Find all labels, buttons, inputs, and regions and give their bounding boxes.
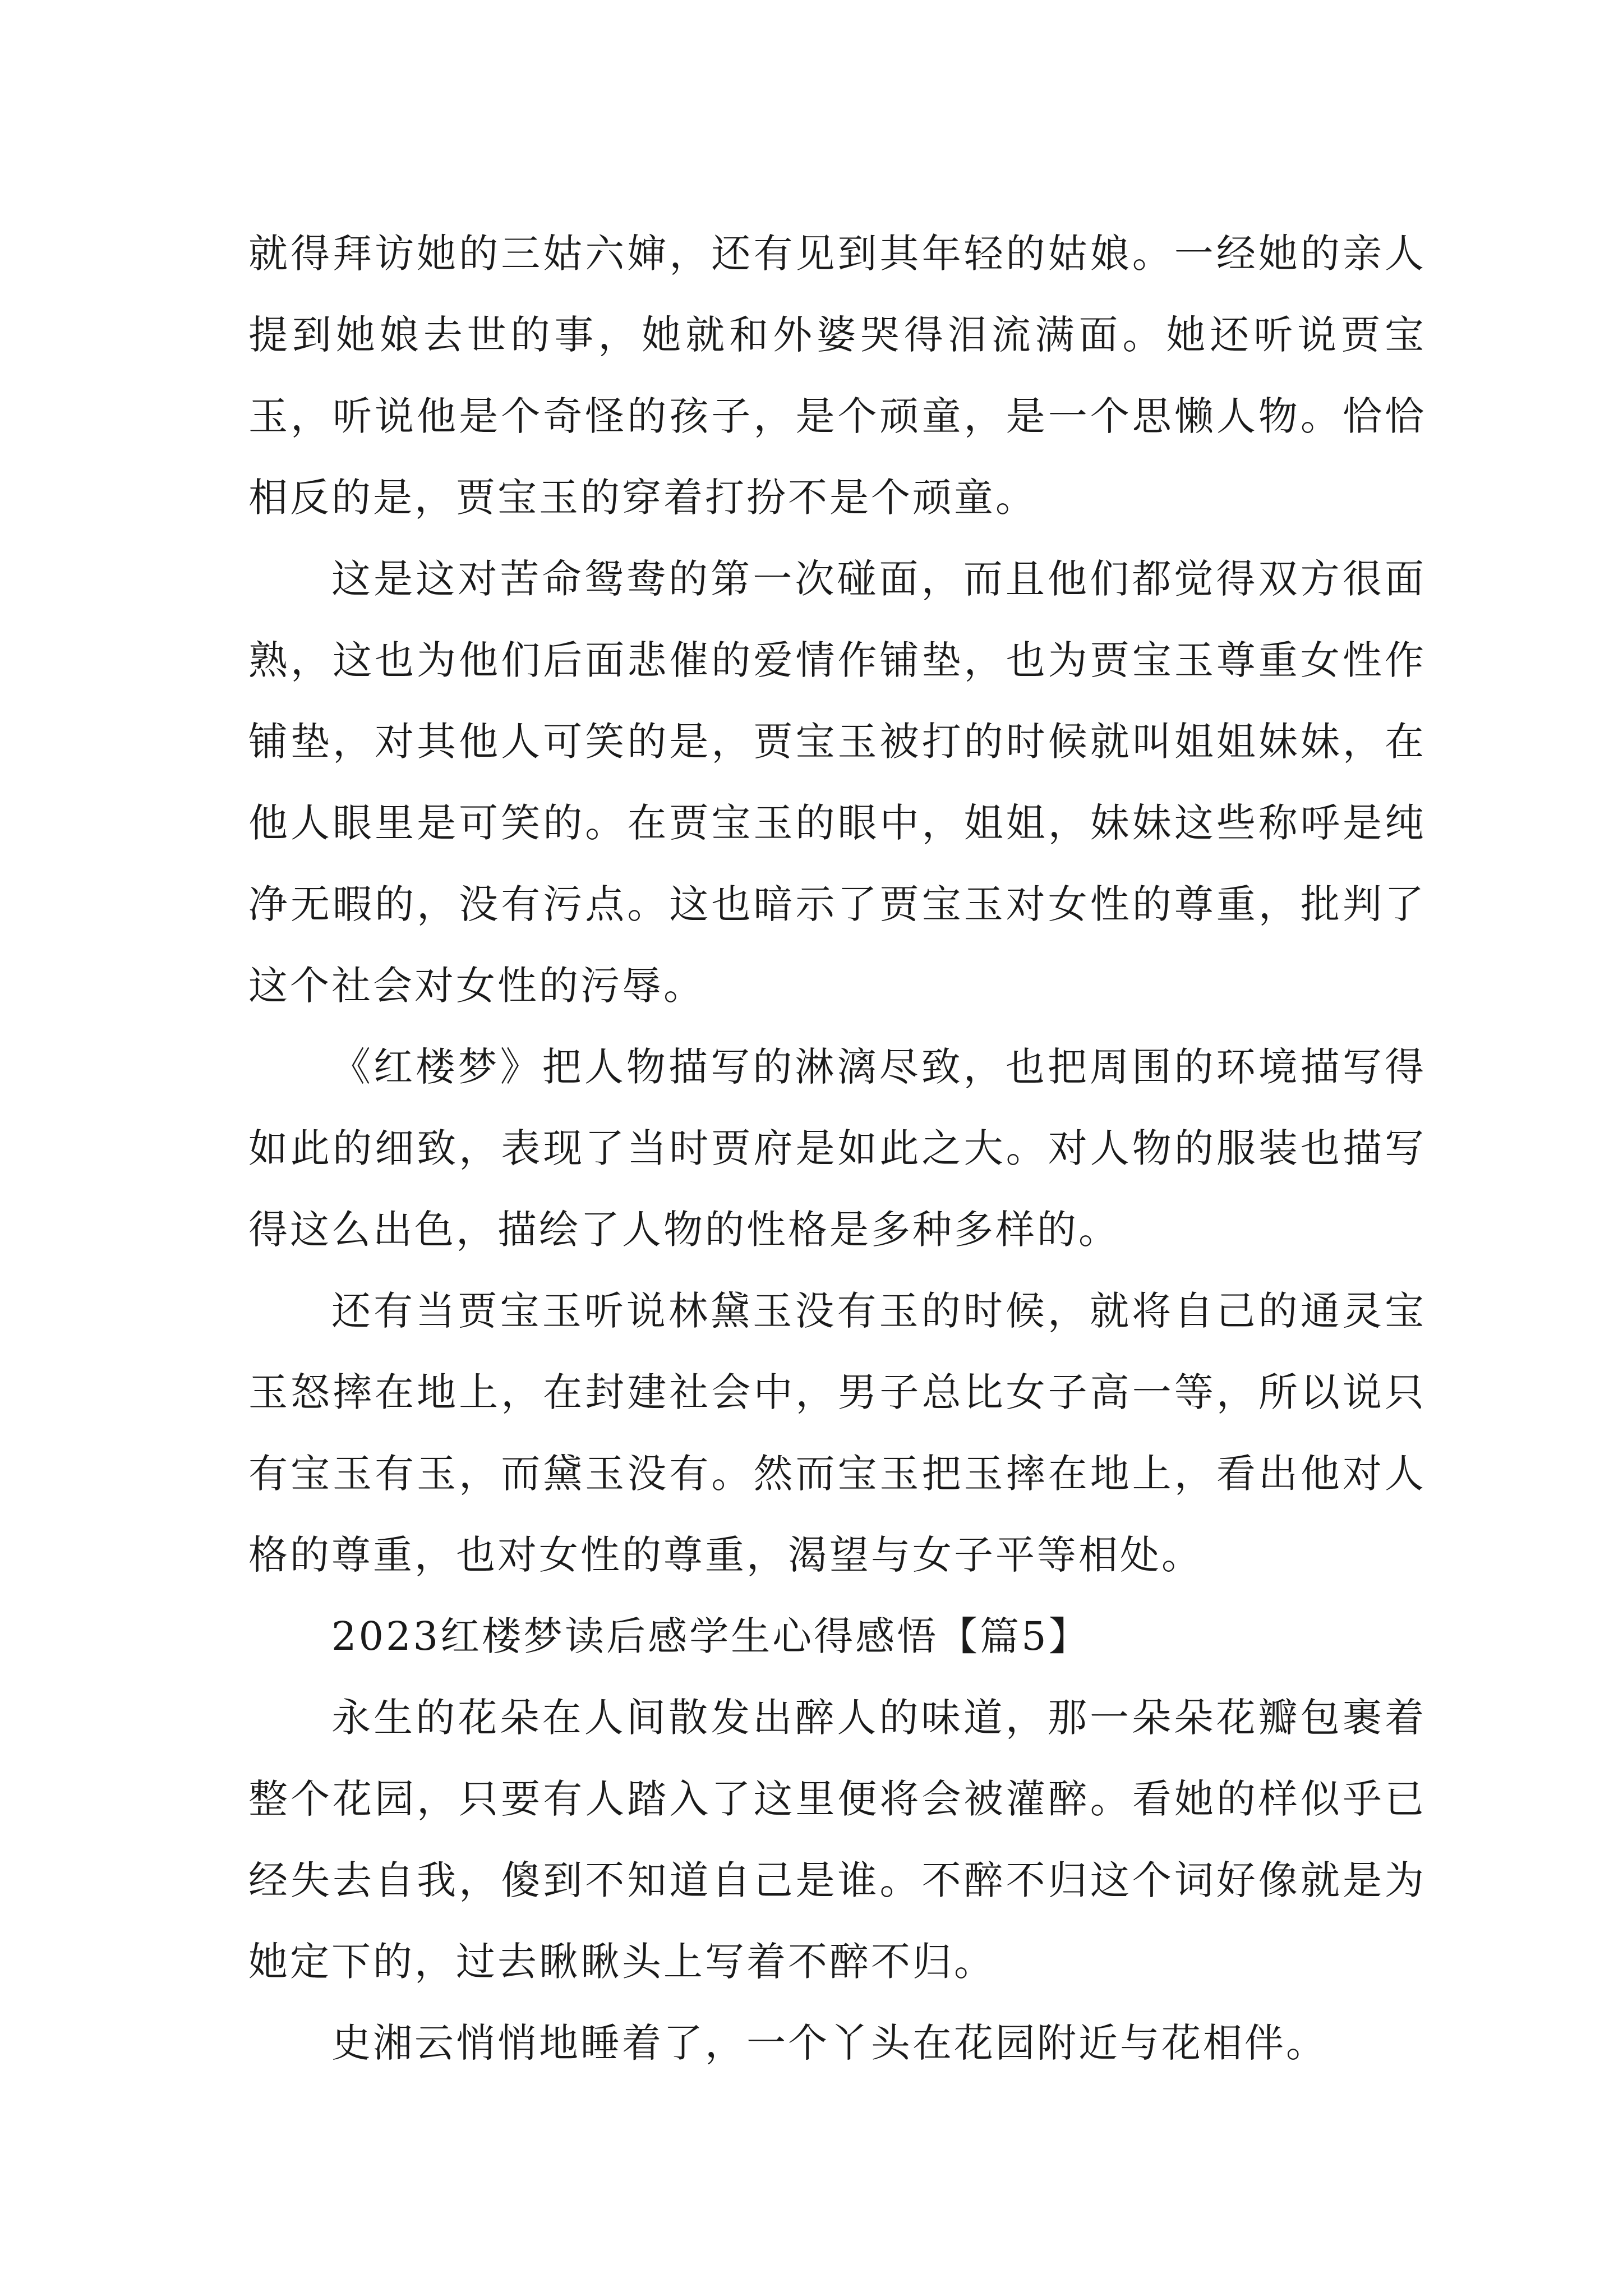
paragraph-3: 《红楼梦》把人物描写的淋漓尽致，也把周围的环境描写得如此的细致，表现了当时贾府是如此之大。对人物的服装也描写得这么出色，描绘了人物的性格是多种多样的。: [248, 1044, 1426, 1253]
paragraph-6: 史湘云悄悄地睡着了，一个丫头在花园附近与花相伴。: [331, 2020, 1327, 2066]
paragraph-4: 还有当贾宝玉听说林黛玉没有玉的时候，就将自己的通灵宝玉怒摔在地上，在封建社会中，男子总比女子高一等，所以说只有宝玉有玉，而黛玉没有。然而宝玉把玉摔在地上，看出他对人格的尊重，也对女性的尊重，渴望与女子平等相处。: [248, 1288, 1426, 1578]
paragraph-1: 就得拜访她的三姑六婶，还有见到其年轻的姑娘。一经她的亲人提到她娘去世的事，她就和外婆哭得泪流满面。她还听说贾宝玉，听说他是个奇怪的孩子，是个顽童，是一个思懒人物。恰恰相反的是，贾宝玉的穿着打扮不是个顽童。: [248, 231, 1426, 521]
section-heading: 2023红楼梦读后感学生心得感悟【篇5】: [331, 1613, 1090, 1659]
paragraph-5: 永生的花朵在人间散发出醉人的味道，那一朵朵花瓣包裹着整个花园，只要有人踏入了这里便将会被灌醉。看她的样似乎已经失去自我，傻到不知道自己是谁。不醉不归这个词好像就是为她定下的，过去瞅瞅头上写着不醉不归。: [248, 1695, 1426, 1985]
paragraph-2: 这是这对苦命鸳鸯的第一次碰面，而且他们都觉得双方很面熟，这也为他们后面悲催的爱情作铺垫，也为贾宝玉尊重女性作铺垫，对其他人可笑的是，贾宝玉被打的时候就叫姐姐妹妹，在他人眼里是可笑的。在贾宝玉的眼中，姐姐，妹妹这些称呼是纯净无暇的，没有污点。这也暗示了贾宝玉对女性的尊重，批判了这个社会对女性的污辱。: [248, 556, 1426, 1009]
document-body: [248, 213, 1426, 2084]
